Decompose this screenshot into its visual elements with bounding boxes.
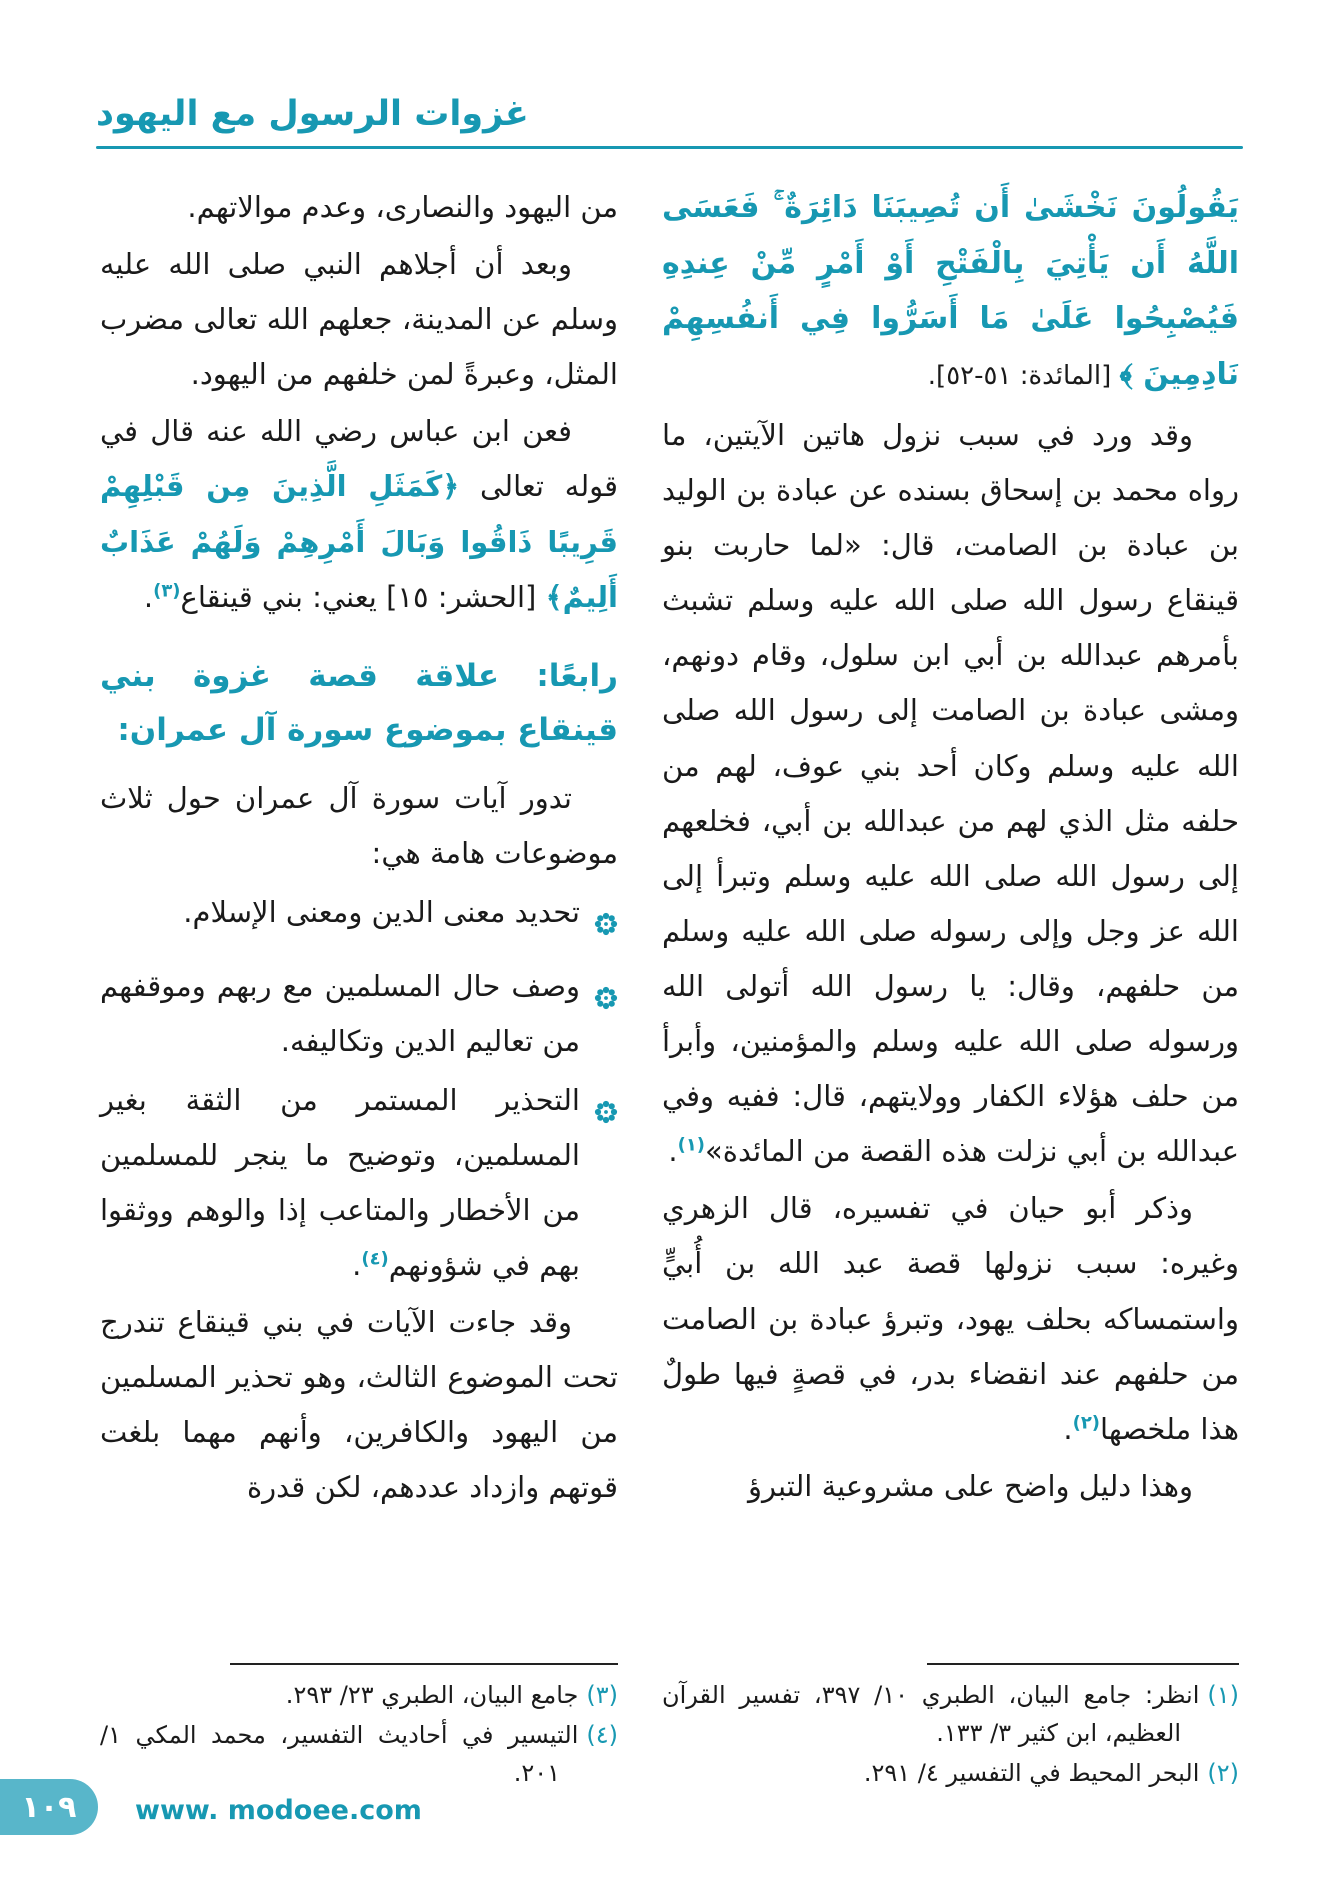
- column-left: [100, 180, 618, 1795]
- footnote-marker-4: (٤): [361, 1248, 389, 1270]
- paragraph-continuation: من اليهود والنصارى، وعدم موالاتهم.: [187, 190, 618, 224]
- flower-bullet-icon: [592, 885, 618, 954]
- paragraph-text: .: [143, 579, 154, 614]
- website-url: www. modoee.com: [135, 1795, 422, 1826]
- page-number: ١٠٩: [21, 1789, 77, 1825]
- paragraph-text: .: [1063, 1411, 1073, 1446]
- page-number-badge: [0, 1779, 98, 1835]
- section-heading: رابعًا: علاقة قصة غزوة بني قينقاع بموضوع سورة آل عمران:: [100, 657, 618, 748]
- footnote-4: [100, 1717, 618, 1793]
- paragraph-abu-hayyan: [662, 1181, 1239, 1456]
- paragraph-text: يعني: بني قينقاع: [180, 579, 377, 614]
- flower-bullet-icon: [592, 1073, 618, 1293]
- quran-verse-block: [662, 180, 1239, 402]
- list-item-text: [100, 1073, 580, 1293]
- paragraph-ibn-abbas: [100, 404, 618, 624]
- paragraph-narration: [662, 408, 1239, 1179]
- verse-reference: [المائدة: ٥١-٥٢].: [927, 360, 1120, 391]
- footnote-3: [100, 1677, 618, 1715]
- list-item-text-part: التحذير المستمر من الثقة بغير المسلمين، وتوضيح ما ينجر للمسلمين من الأخطار والمتاعب إذا والوهم ووثقوا بهم في شؤونهم: [100, 1082, 580, 1282]
- list-item-text: وصف حال المسلمين مع ربهم وموقفهم من تعاليم الدين وتكاليفه.: [100, 968, 580, 1058]
- footnote-marker-1: (١): [677, 1134, 706, 1156]
- footnote-number: (١): [1207, 1681, 1240, 1710]
- header-divider-line: [96, 146, 1243, 149]
- footnote-1: [662, 1677, 1239, 1753]
- paragraph-expulsion: وبعد أن أجلاهم النبي صلى الله عليه وسلم عن المدينة، جعلهم الله تعالى مضرب المثل، وعبرةً لمن خلفهم من اليهود.: [100, 247, 618, 392]
- paragraph-text: وقد ورد في سبب نزول هاتين الآيتين، ما رواه محمد بن إسحاق بسنده عن عبادة بن الوليد بن عبادة بن الصامت، قال: «لما حاربت بنو قينقاع رسول الله صلى الله عليه وسلم تشبث بأمرهم عبدالله بن أبي ابن سلول، وقام دونهم، ومشى عبادة بن الصامت إلى رسول الله صلى الله عليه وسلم وكان أحد بني عوف، لهم من حلفه مثل الذي لهم من عبدالله بن أبي، فخلعهم إلى رسول الله صلى الله عليه وسلم وتبرأ إلى الله عز وجل وإلى رسوله صلى الله عليه وسلم من حلفهم، وقال: يا رسول الله أتولى الله ورسوله صلى الله عليه وسلم والمؤمنين، وأبرأ من حلف هؤلاء الكفار وولايتهم، قال: ففيه وفي عبدالله بن أبي نزلت هذه القصة من المائدة»: [662, 418, 1239, 1169]
- list-item: [100, 1073, 618, 1293]
- footnotes-left: [100, 1663, 618, 1795]
- footnote-marker-2: (٢): [1072, 1412, 1100, 1434]
- paragraph-text: فعن ابن عباس رضي الله عنه قال في قوله تعالى: [100, 414, 618, 504]
- list-item: [100, 885, 618, 954]
- footnote-text: جامع البيان، الطبري ٢٣/ ٢٩٣.: [285, 1681, 579, 1710]
- footnote-number: (٤): [586, 1721, 618, 1750]
- list-item: [100, 959, 618, 1069]
- footnotes-right: [662, 1663, 1239, 1795]
- footnote-separator: [927, 1663, 1239, 1665]
- page-header: [96, 94, 1243, 149]
- inline-quran-verse: ﴿كَمَثَلِ الَّذِينَ مِن قَبْلِهِمْ قَرِيبًا ذَاقُوا وَبَالَ أَمْرِهِمْ وَلَهُمْ عَذَابٌ أَلِيمٌ﴾: [100, 469, 618, 614]
- flower-bullet-icon: [592, 959, 618, 1069]
- header-calligraphy-title: غزوات الرسول مع اليهود: [96, 94, 529, 134]
- list-item-text-part: .: [352, 1248, 362, 1282]
- column-right: [662, 180, 1239, 1795]
- footnote-number: (٣): [586, 1681, 618, 1710]
- footnote-2: [662, 1755, 1239, 1793]
- footnote-number: (٢): [1207, 1759, 1239, 1788]
- footnote-text: التيسير في أحاديث التفسير، محمد المكي ١/ ٢٠١.: [100, 1721, 579, 1788]
- footnote-text: انظر: جامع البيان، الطبري ١٠/ ٣٩٧، تفسير القرآن العظيم، ابن كثير ٣/ ١٣٣.: [662, 1681, 1200, 1748]
- verse-text: يَقُولُونَ نَخْشَىٰ أَن تُصِيبَنَا دَائِرَةٌ ۚ فَعَسَى اللَّهُ أَن يَأْتِيَ بِالْفَتْحِ أَوْ أَمْرٍ مِّنْ عِندِهِ فَيُصْبِحُوا عَلَىٰ مَا أَسَرُّوا فِي أَنفُسِهِمْ نَادِمِينَ ﴾: [662, 190, 1239, 392]
- paragraph-conclusion: وهذا دليل واضح على مشروعية التبرؤ: [747, 1468, 1193, 1503]
- footnote-text: البحر المحيط في التفسير ٤/ ٢٩١.: [863, 1759, 1200, 1788]
- list-item-text: تحديد معنى الدين ومعنى الإسلام.: [183, 895, 580, 930]
- text-columns: [100, 180, 1239, 1795]
- verse-reference: [الحشر: ١٥]: [376, 579, 546, 614]
- paragraph-text: وذكر أبو حيان في تفسيره، قال الزهري وغيره: سبب نزولها قصة عبد الله بن أُبيٍّ واستمساكه بحلف يهود، وتبرؤ عبادة بن الصامت من حلفهم عند انقضاء بدر، في قصةٍ فيها طولٌ هذا ملخصها: [662, 1191, 1239, 1446]
- paragraph-third-topic: وقد جاءت الآيات في بني قينقاع تندرج تحت الموضوع الثالث، وهو تحذير المسلمين من اليهود والكافرين، وأنهم مهما بلغت قوتهم وازداد عددهم، لكن قدرة: [100, 1305, 618, 1505]
- footnote-separator: [230, 1663, 619, 1665]
- footnote-marker-3: (٣): [153, 580, 181, 601]
- paragraph-text: .: [668, 1134, 678, 1169]
- paragraph-topics-intro: تدور آيات سورة آل عمران حول ثلاث موضوعات هامة هي:: [100, 781, 618, 871]
